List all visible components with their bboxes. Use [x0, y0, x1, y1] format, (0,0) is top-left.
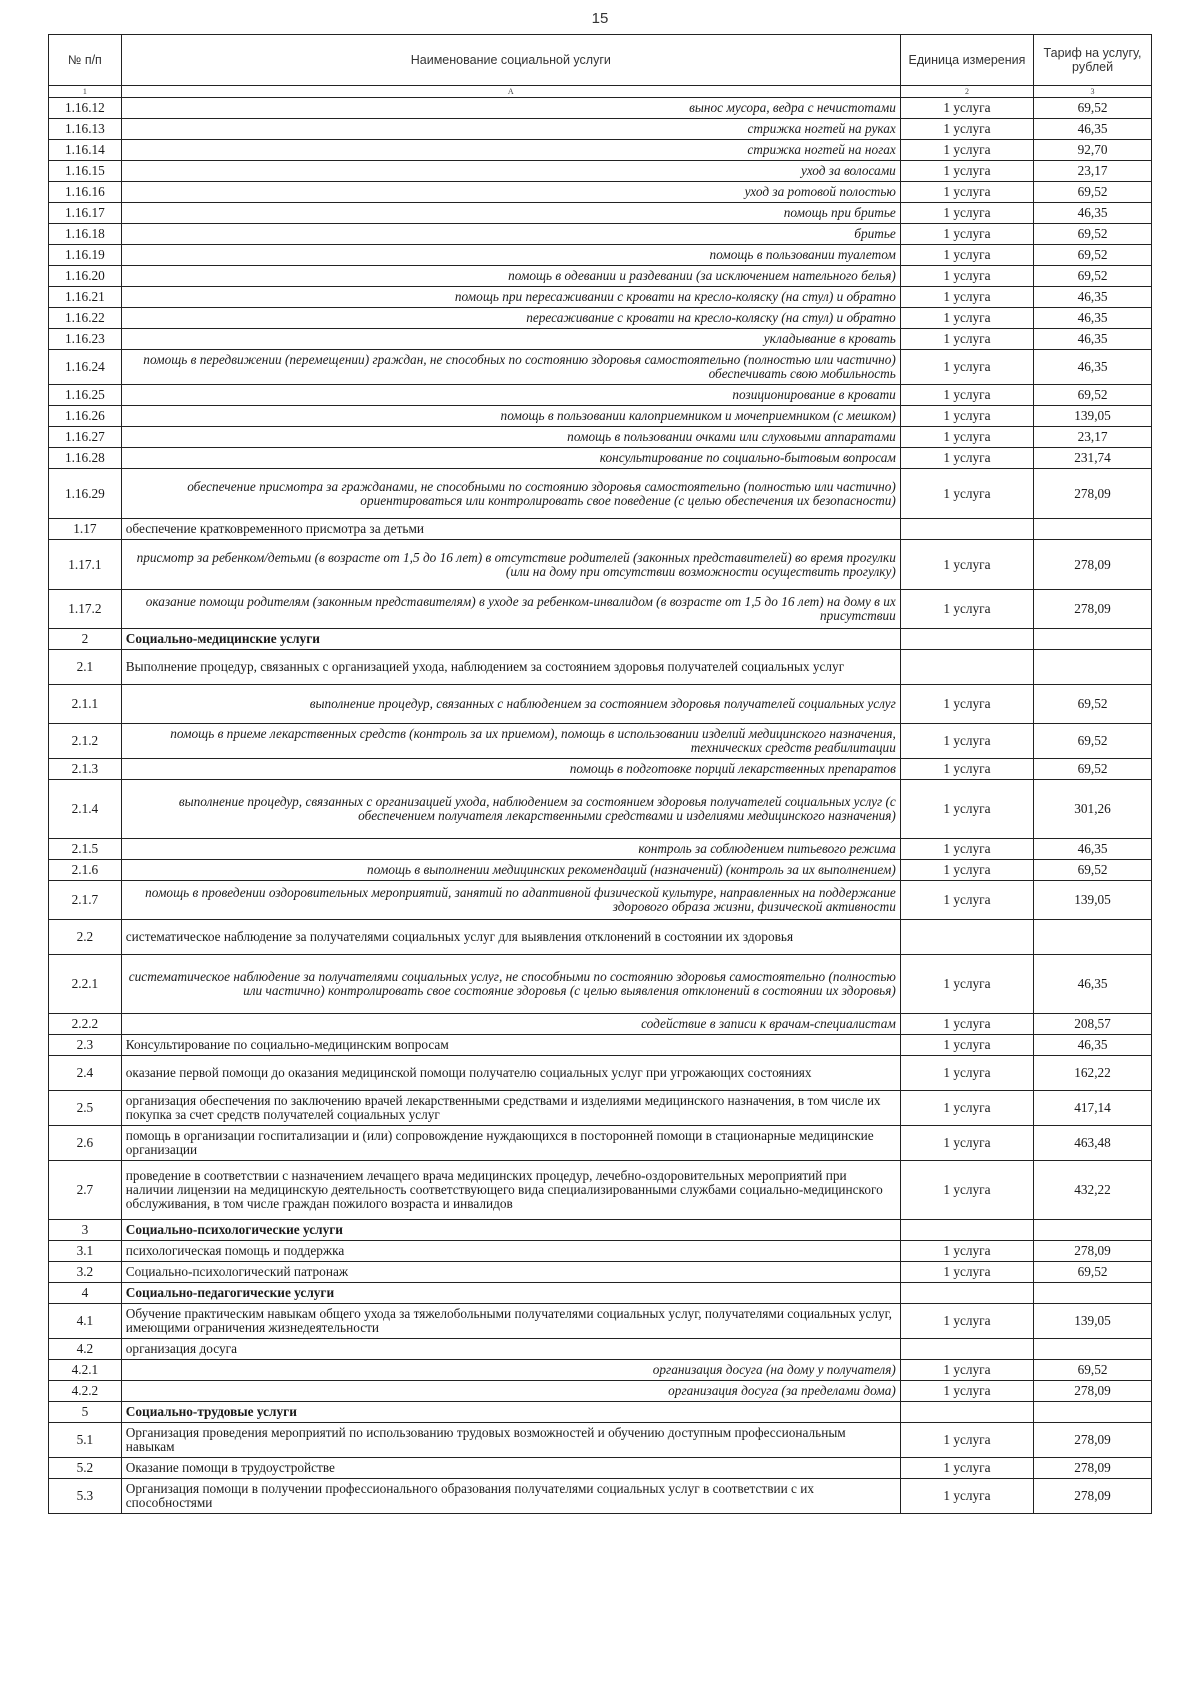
- tariff-value: 278,09: [1034, 1381, 1152, 1402]
- row-number: 2.6: [49, 1126, 122, 1161]
- unit-of-measure: [900, 920, 1033, 955]
- service-name: выполнение процедур, связанных с наблюдением за состоянием здоровья получателей социальных услуг: [121, 685, 900, 724]
- service-name: организация досуга (на дому у получателя): [121, 1360, 900, 1381]
- table-row: [49, 203, 1152, 224]
- service-name: Социально-медицинские услуги: [121, 629, 900, 650]
- unit-of-measure: 1 услуга: [900, 1014, 1033, 1035]
- row-number: 2.1: [49, 650, 122, 685]
- column-number: А: [121, 86, 900, 98]
- row-number: 2.1.6: [49, 860, 122, 881]
- service-name: Социально-педагогические услуги: [121, 1283, 900, 1304]
- row-number: 1.16.24: [49, 350, 122, 385]
- table-row: [49, 650, 1152, 685]
- tariff-value: 69,52: [1034, 1262, 1152, 1283]
- tariff-value: 69,52: [1034, 685, 1152, 724]
- table-row: [49, 1479, 1152, 1514]
- unit-of-measure: 1 услуга: [900, 724, 1033, 759]
- table-row: [49, 140, 1152, 161]
- table-row: [49, 287, 1152, 308]
- row-number: 5.3: [49, 1479, 122, 1514]
- unit-of-measure: 1 услуга: [900, 1161, 1033, 1220]
- tariff-value: 69,52: [1034, 759, 1152, 780]
- row-number: 1.16.28: [49, 448, 122, 469]
- unit-of-measure: 1 услуга: [900, 955, 1033, 1014]
- unit-of-measure: 1 услуга: [900, 385, 1033, 406]
- unit-of-measure: 1 услуга: [900, 182, 1033, 203]
- service-name: психологическая помощь и поддержка: [121, 1241, 900, 1262]
- table-row: [49, 385, 1152, 406]
- table-row: [49, 1402, 1152, 1423]
- table-row: [49, 1283, 1152, 1304]
- tariff-value: 162,22: [1034, 1056, 1152, 1091]
- column-number: 1: [49, 86, 122, 98]
- table-row: [49, 519, 1152, 540]
- row-number: 1.16.20: [49, 266, 122, 287]
- unit-of-measure: 1 услуга: [900, 308, 1033, 329]
- tariff-value: 69,52: [1034, 860, 1152, 881]
- unit-of-measure: 1 услуга: [900, 224, 1033, 245]
- table-row: [49, 224, 1152, 245]
- table-row: [49, 685, 1152, 724]
- table-header-row: [49, 35, 1152, 86]
- tariff-value: 69,52: [1034, 224, 1152, 245]
- table-row: [49, 759, 1152, 780]
- row-number: 2.7: [49, 1161, 122, 1220]
- service-name: укладывание в кровать: [121, 329, 900, 350]
- service-name: систематическое наблюдение за получателями социальных услуг для выявления отклонений в состоянии их здоровья: [121, 920, 900, 955]
- service-name: стрижка ногтей на ногах: [121, 140, 900, 161]
- unit-of-measure: 1 услуга: [900, 98, 1033, 119]
- table-row: [49, 1056, 1152, 1091]
- table-row: [49, 1339, 1152, 1360]
- row-number: 1.16.14: [49, 140, 122, 161]
- row-number: 2.1.4: [49, 780, 122, 839]
- service-name: помощь в пользовании калоприемником и мочеприемником (с мешком): [121, 406, 900, 427]
- tariff-value: 432,22: [1034, 1161, 1152, 1220]
- unit-of-measure: 1 услуга: [900, 287, 1033, 308]
- header-unit: Единица измерения: [900, 35, 1033, 86]
- table-body: [49, 98, 1152, 1514]
- tariff-value: 417,14: [1034, 1091, 1152, 1126]
- unit-of-measure: 1 услуга: [900, 839, 1033, 860]
- row-number: 2: [49, 629, 122, 650]
- table-row: [49, 860, 1152, 881]
- row-number: 4.2: [49, 1339, 122, 1360]
- row-number: 1.16.22: [49, 308, 122, 329]
- service-name: оказание помощи родителям (законным представителям) в уходе за ребенком-инвалидом (в возрасте от 1,5 до 16 лет) на дому в их присутствии: [121, 590, 900, 629]
- table-row: [49, 161, 1152, 182]
- unit-of-measure: [900, 1402, 1033, 1423]
- tariff-value: 46,35: [1034, 329, 1152, 350]
- service-name: организация досуга (за пределами дома): [121, 1381, 900, 1402]
- unit-of-measure: 1 услуга: [900, 1381, 1033, 1402]
- service-name: стрижка ногтей на руках: [121, 119, 900, 140]
- row-number: 2.5: [49, 1091, 122, 1126]
- tariff-value: 278,09: [1034, 1423, 1152, 1458]
- tariff-value: 139,05: [1034, 406, 1152, 427]
- service-name: помощь в проведении оздоровительных мероприятий, занятий по адаптивной физической культуре, направленных на поддержание здорового образа жизни, физической активности: [121, 881, 900, 920]
- unit-of-measure: 1 услуга: [900, 1479, 1033, 1514]
- tariff-value: [1034, 1402, 1152, 1423]
- tariff-value: [1034, 629, 1152, 650]
- unit-of-measure: 1 услуга: [900, 540, 1033, 590]
- column-number: 2: [900, 86, 1033, 98]
- tariff-value: 46,35: [1034, 955, 1152, 1014]
- tariff-value: 46,35: [1034, 308, 1152, 329]
- service-name: помощь в пользовании очками или слуховыми аппаратами: [121, 427, 900, 448]
- unit-of-measure: [900, 629, 1033, 650]
- service-name: организация досуга: [121, 1339, 900, 1360]
- unit-of-measure: 1 услуга: [900, 469, 1033, 519]
- unit-of-measure: 1 услуга: [900, 406, 1033, 427]
- row-number: 1.16.29: [49, 469, 122, 519]
- table-row: [49, 590, 1152, 629]
- tariff-value: 23,17: [1034, 427, 1152, 448]
- service-name: Оказание помощи в трудоустройстве: [121, 1458, 900, 1479]
- tariff-value: 69,52: [1034, 385, 1152, 406]
- tariff-value: 69,52: [1034, 266, 1152, 287]
- table-row: [49, 1304, 1152, 1339]
- header-name: Наименование социальной услуги: [121, 35, 900, 86]
- tariff-value: [1034, 1220, 1152, 1241]
- service-name: помощь в одевании и раздевании (за исключением нательного белья): [121, 266, 900, 287]
- row-number: 1.16.17: [49, 203, 122, 224]
- table-row: [49, 266, 1152, 287]
- tariff-value: 69,52: [1034, 724, 1152, 759]
- unit-of-measure: 1 услуга: [900, 1360, 1033, 1381]
- table-row: [49, 1220, 1152, 1241]
- service-name: обеспечение присмотра за гражданами, не способными по состоянию здоровья самостоятельно (полностью или частично) ориентироваться или контролировать свое поведение (с целью обеспечения их безопасности): [121, 469, 900, 519]
- table-row: [49, 955, 1152, 1014]
- table-row: [49, 469, 1152, 519]
- row-number: 1.16.25: [49, 385, 122, 406]
- row-number: 2.1.5: [49, 839, 122, 860]
- row-number: 2.1.3: [49, 759, 122, 780]
- service-name: Консультирование по социально-медицинским вопросам: [121, 1035, 900, 1056]
- table-row: [49, 1262, 1152, 1283]
- row-number: 1.16.16: [49, 182, 122, 203]
- unit-of-measure: [900, 650, 1033, 685]
- service-name: присмотр за ребенком/детьми (в возрасте от 1,5 до 16 лет) в отсутствие родителей (законных представителей) во время прогулки (или на дому при отсутствии возможности осуществить прогулку): [121, 540, 900, 590]
- unit-of-measure: 1 услуга: [900, 266, 1033, 287]
- service-name: бритье: [121, 224, 900, 245]
- tariff-value: 278,09: [1034, 590, 1152, 629]
- table-row: [49, 1423, 1152, 1458]
- row-number: 4.2.2: [49, 1381, 122, 1402]
- unit-of-measure: 1 услуга: [900, 590, 1033, 629]
- service-name: пересаживание с кровати на кресло-коляску (на стул) и обратно: [121, 308, 900, 329]
- tariff-value: 46,35: [1034, 350, 1152, 385]
- unit-of-measure: 1 услуга: [900, 1304, 1033, 1339]
- unit-of-measure: 1 услуга: [900, 1241, 1033, 1262]
- row-number: 1.17: [49, 519, 122, 540]
- tariff-value: 46,35: [1034, 1035, 1152, 1056]
- tariff-value: [1034, 920, 1152, 955]
- row-number: 1.16.26: [49, 406, 122, 427]
- unit-of-measure: 1 услуга: [900, 1126, 1033, 1161]
- table-row: [49, 1458, 1152, 1479]
- unit-of-measure: 1 услуга: [900, 161, 1033, 182]
- service-name: Организация проведения мероприятий по использованию трудовых возможностей и обучению доступным профессиональным навыкам: [121, 1423, 900, 1458]
- service-name: помощь в передвижении (перемещении) граждан, не способных по состоянию здоровья самостоятельно (полностью или частично) обеспечивать свою мобильность: [121, 350, 900, 385]
- unit-of-measure: 1 услуга: [900, 329, 1033, 350]
- unit-of-measure: 1 услуга: [900, 245, 1033, 266]
- row-number: 1.16.21: [49, 287, 122, 308]
- service-name: проведение в соответствии с назначением лечащего врача медицинских процедур, лечебно-оздоровительных мероприятий при наличии лицензии на медицинскую деятельность соответствующего вида специализированными службами социально-медицинского обслуживания, в том числе граждан пожилого возраста и инвалидов: [121, 1161, 900, 1220]
- row-number: 1.16.12: [49, 98, 122, 119]
- row-number: 5: [49, 1402, 122, 1423]
- unit-of-measure: [900, 1220, 1033, 1241]
- table-row: [49, 1161, 1152, 1220]
- unit-of-measure: 1 услуга: [900, 1423, 1033, 1458]
- table-row: [49, 881, 1152, 920]
- service-name: систематическое наблюдение за получателями социальных услуг, не способными по состоянию здоровья самостоятельно (полностью или частично) контролировать свое состояние здоровья (с целью выявления отклонений в состоянии их здоровья): [121, 955, 900, 1014]
- tariff-value: 278,09: [1034, 1458, 1152, 1479]
- unit-of-measure: 1 услуга: [900, 759, 1033, 780]
- table-row: [49, 1091, 1152, 1126]
- service-name: Социально-психологический патронаж: [121, 1262, 900, 1283]
- table-row: [49, 1035, 1152, 1056]
- unit-of-measure: 1 услуга: [900, 350, 1033, 385]
- table-row: [49, 629, 1152, 650]
- tariff-value: 231,74: [1034, 448, 1152, 469]
- service-name: обеспечение кратковременного присмотра за детьми: [121, 519, 900, 540]
- row-number: 1.16.13: [49, 119, 122, 140]
- unit-of-measure: 1 услуга: [900, 119, 1033, 140]
- service-name: выполнение процедур, связанных с организацией ухода, наблюдением за состоянием здоровья получателей социальных услуг (с обеспечением получателя лекарственными средствами и изделиями медицинского назначения): [121, 780, 900, 839]
- service-name: вынос мусора, ведра с нечистотами: [121, 98, 900, 119]
- page-number: 15: [591, 10, 609, 27]
- tariff-value: [1034, 519, 1152, 540]
- header-tariff: Тариф на услугу, рублей: [1034, 35, 1152, 86]
- row-number: 4.2.1: [49, 1360, 122, 1381]
- service-name: уход за волосами: [121, 161, 900, 182]
- service-name: Обучение практическим навыкам общего ухода за тяжелобольными получателями социальных услуг, получателями социальных услуг, имеющими ограничения жизнедеятельности: [121, 1304, 900, 1339]
- row-number: 3.2: [49, 1262, 122, 1283]
- row-number: 2.2.2: [49, 1014, 122, 1035]
- table-row: [49, 1360, 1152, 1381]
- unit-of-measure: 1 услуга: [900, 1458, 1033, 1479]
- service-name: контроль за соблюдением питьевого режима: [121, 839, 900, 860]
- service-name: Социально-психологические услуги: [121, 1220, 900, 1241]
- tariff-value: 463,48: [1034, 1126, 1152, 1161]
- table-row: [49, 540, 1152, 590]
- unit-of-measure: 1 услуга: [900, 1056, 1033, 1091]
- service-name: помощь при пересаживании с кровати на кресло-коляску (на стул) и обратно: [121, 287, 900, 308]
- tariff-value: 301,26: [1034, 780, 1152, 839]
- row-number: 2.4: [49, 1056, 122, 1091]
- table-row: [49, 98, 1152, 119]
- table-row: [49, 1381, 1152, 1402]
- table-row: [49, 350, 1152, 385]
- row-number: 1.17.2: [49, 590, 122, 629]
- tariff-value: 69,52: [1034, 98, 1152, 119]
- row-number: 2.1.1: [49, 685, 122, 724]
- tariff-value: 278,09: [1034, 469, 1152, 519]
- service-name: консультирование по социально-бытовым вопросам: [121, 448, 900, 469]
- tariff-value: 46,35: [1034, 839, 1152, 860]
- table-row: [49, 1014, 1152, 1035]
- row-number: 5.2: [49, 1458, 122, 1479]
- service-name: Выполнение процедур, связанных с организацией ухода, наблюдением за состоянием здоровья получателей социальных услуг: [121, 650, 900, 685]
- table-row: [49, 920, 1152, 955]
- unit-of-measure: [900, 519, 1033, 540]
- service-name: уход за ротовой полостью: [121, 182, 900, 203]
- table-row: [49, 406, 1152, 427]
- table-row: [49, 329, 1152, 350]
- service-name: Социально-трудовые услуги: [121, 1402, 900, 1423]
- unit-of-measure: 1 услуга: [900, 203, 1033, 224]
- unit-of-measure: [900, 1283, 1033, 1304]
- service-name: Организация помощи в получении профессионального образования получателями социальных услуг в соответствии с их способностями: [121, 1479, 900, 1514]
- table-row: [49, 119, 1152, 140]
- tariff-value: 69,52: [1034, 182, 1152, 203]
- column-number: 3: [1034, 86, 1152, 98]
- row-number: 2.2.1: [49, 955, 122, 1014]
- unit-of-measure: 1 услуга: [900, 1035, 1033, 1056]
- row-number: 1.16.15: [49, 161, 122, 182]
- tariff-value: [1034, 1283, 1152, 1304]
- unit-of-measure: 1 услуга: [900, 780, 1033, 839]
- tariff-value: 69,52: [1034, 1360, 1152, 1381]
- unit-of-measure: 1 услуга: [900, 1262, 1033, 1283]
- unit-of-measure: [900, 1339, 1033, 1360]
- table-row: [49, 839, 1152, 860]
- service-name: помощь в подготовке порций лекарственных препаратов: [121, 759, 900, 780]
- service-name: помощь в приеме лекарственных средств (контроль за их приемом), помощь в использовании изделий медицинского назначения, технических средств реабилитации: [121, 724, 900, 759]
- tariff-table: [48, 34, 1152, 1514]
- row-number: 2.1.2: [49, 724, 122, 759]
- tariff-value: 46,35: [1034, 203, 1152, 224]
- row-number: 1.17.1: [49, 540, 122, 590]
- service-name: помощь при бритье: [121, 203, 900, 224]
- tariff-value: 23,17: [1034, 161, 1152, 182]
- row-number: 2.3: [49, 1035, 122, 1056]
- tariff-value: 278,09: [1034, 1479, 1152, 1514]
- unit-of-measure: 1 услуга: [900, 685, 1033, 724]
- tariff-value: 208,57: [1034, 1014, 1152, 1035]
- tariff-value: 139,05: [1034, 1304, 1152, 1339]
- table-row: [49, 780, 1152, 839]
- unit-of-measure: 1 услуга: [900, 881, 1033, 920]
- unit-of-measure: 1 услуга: [900, 427, 1033, 448]
- tariff-value: 46,35: [1034, 287, 1152, 308]
- column-number-row: [49, 86, 1152, 98]
- row-number: 5.1: [49, 1423, 122, 1458]
- tariff-value: 69,52: [1034, 245, 1152, 266]
- tariff-value: 92,70: [1034, 140, 1152, 161]
- row-number: 3.1: [49, 1241, 122, 1262]
- row-number: 4.1: [49, 1304, 122, 1339]
- table-row: [49, 308, 1152, 329]
- unit-of-measure: 1 услуга: [900, 860, 1033, 881]
- service-name: помощь в пользовании туалетом: [121, 245, 900, 266]
- row-number: 1.16.18: [49, 224, 122, 245]
- unit-of-measure: 1 услуга: [900, 140, 1033, 161]
- table-row: [49, 448, 1152, 469]
- table-row: [49, 427, 1152, 448]
- tariff-value: 278,09: [1034, 540, 1152, 590]
- row-number: 4: [49, 1283, 122, 1304]
- table-row: [49, 1126, 1152, 1161]
- service-name: организация обеспечения по заключению врачей лекарственными средствами и изделиями медицинского назначения, в том числе их покупка за счет средств получателей социальных услуг: [121, 1091, 900, 1126]
- unit-of-measure: 1 услуга: [900, 448, 1033, 469]
- table-row: [49, 1241, 1152, 1262]
- unit-of-measure: 1 услуга: [900, 1091, 1033, 1126]
- tariff-value: 278,09: [1034, 1241, 1152, 1262]
- tariff-value: [1034, 1339, 1152, 1360]
- table-row: [49, 182, 1152, 203]
- service-name: помощь в выполнении медицинских рекомендаций (назначений) (контроль за их выполнением): [121, 860, 900, 881]
- tariff-value: [1034, 650, 1152, 685]
- row-number: 3: [49, 1220, 122, 1241]
- tariff-value: 139,05: [1034, 881, 1152, 920]
- tariff-value: 46,35: [1034, 119, 1152, 140]
- header-num: № п/п: [49, 35, 122, 86]
- row-number: 2.2: [49, 920, 122, 955]
- table-row: [49, 245, 1152, 266]
- row-number: 1.16.23: [49, 329, 122, 350]
- service-name: позиционирование в кровати: [121, 385, 900, 406]
- table-row: [49, 724, 1152, 759]
- service-name: содействие в записи к врачам-специалистам: [121, 1014, 900, 1035]
- service-name: оказание первой помощи до оказания медицинской помощи получателю социальных услуг при угрожающих состояниях: [121, 1056, 900, 1091]
- row-number: 2.1.7: [49, 881, 122, 920]
- row-number: 1.16.27: [49, 427, 122, 448]
- row-number: 1.16.19: [49, 245, 122, 266]
- service-name: помощь в организации госпитализации и (или) сопровождение нуждающихся в посторонней помощи в стационарные медицинские организации: [121, 1126, 900, 1161]
